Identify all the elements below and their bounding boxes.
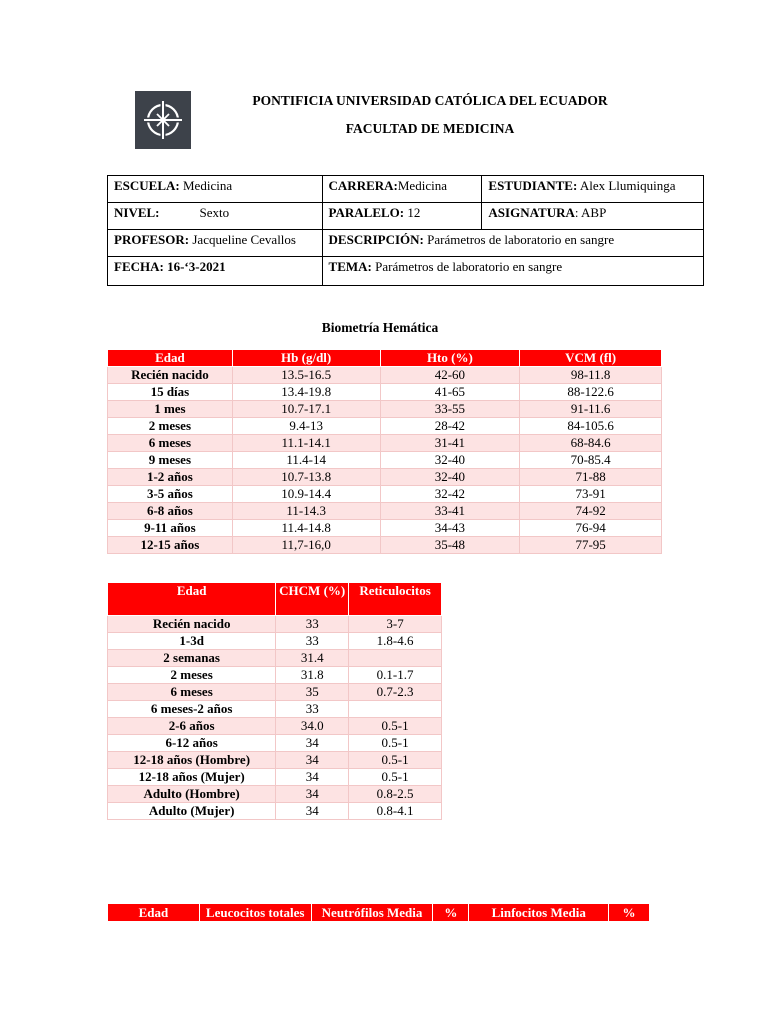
carrera-cell (322, 176, 482, 203)
nivel-cell (108, 203, 323, 230)
carrera-label: CARRERA: (328, 178, 398, 193)
info-row (108, 203, 704, 230)
column-header: % (433, 904, 469, 922)
asignatura-label: ASIGNATURA (488, 205, 575, 220)
column-header: CHCM (%) (276, 583, 349, 616)
value-cell: 32-40 (380, 452, 520, 469)
asignatura-value: : ABP (574, 205, 607, 220)
age-cell: 1 mes (108, 401, 233, 418)
value-cell: 11,7-16,0 (232, 537, 380, 554)
age-cell: 6 meses (108, 684, 276, 701)
value-cell: 31.4 (276, 650, 349, 667)
value-cell: 13.5-16.5 (232, 367, 380, 384)
value-cell: 0.5-1 (349, 769, 442, 786)
carrera-value: Medicina (397, 178, 447, 193)
age-cell: Recién nacido (108, 616, 276, 633)
profesor-label: PROFESOR: (114, 232, 190, 247)
university-crest-icon (135, 91, 191, 149)
estudiante-value: Alex Llumiquinga (577, 178, 676, 193)
value-cell: 84-105.6 (520, 418, 662, 435)
table-row (108, 401, 662, 418)
value-cell: 34 (276, 752, 349, 769)
value-cell: 33 (276, 701, 349, 718)
table-row (108, 701, 442, 718)
age-cell: 2 semanas (108, 650, 276, 667)
age-cell: 12-18 años (Mujer) (108, 769, 276, 786)
value-cell: 31.8 (276, 667, 349, 684)
table-row (108, 520, 662, 537)
table-row (108, 367, 662, 384)
table-row (108, 803, 442, 820)
value-cell: 11.1-14.1 (232, 435, 380, 452)
profesor-value: Jacqueline Cevallos (189, 232, 296, 247)
value-cell: 28-42 (380, 418, 520, 435)
university-title: PONTIFICIA UNIVERSIDAD CATÓLICA DEL ECUADOR (252, 93, 608, 108)
value-cell: 70-85.4 (520, 452, 662, 469)
column-header: Hb (g/dl) (232, 350, 380, 367)
table-row (108, 650, 442, 667)
value-cell: 74-92 (520, 503, 662, 520)
value-cell: 10.7-13.8 (232, 469, 380, 486)
column-header: Linfocitos Media (469, 904, 609, 922)
age-cell: 3-5 años (108, 486, 233, 503)
column-header: Neutrófilos Media (311, 904, 433, 922)
university-logo (135, 91, 191, 149)
table-header-row (108, 583, 442, 616)
value-cell: 32-40 (380, 469, 520, 486)
value-cell: 34.0 (276, 718, 349, 735)
column-header: Leucocitos totales (199, 904, 311, 922)
tema-label: TEMA: (328, 259, 372, 274)
age-cell: 2 meses (108, 418, 233, 435)
table-header-row (108, 904, 650, 922)
table-row (108, 667, 442, 684)
table-row (108, 418, 662, 435)
value-cell: 35 (276, 684, 349, 701)
age-cell: 9 meses (108, 452, 233, 469)
table-row (108, 752, 442, 769)
value-cell: 34-43 (380, 520, 520, 537)
value-cell: 98-11.8 (520, 367, 662, 384)
tema-cell (322, 257, 703, 286)
column-header: VCM (fl) (520, 350, 662, 367)
age-cell: Recién nacido (108, 367, 233, 384)
value-cell: 91-11.6 (520, 401, 662, 418)
value-cell: 9.4-13 (232, 418, 380, 435)
value-cell: 11-14.3 (232, 503, 380, 520)
paralelo-value: 12 (404, 205, 421, 220)
escuela-cell (108, 176, 323, 203)
value-cell: 68-84.6 (520, 435, 662, 452)
table-row (108, 435, 662, 452)
value-cell: 34 (276, 786, 349, 803)
estudiante-label: ESTUDIANTE: (488, 178, 578, 193)
value-cell: 71-88 (520, 469, 662, 486)
table-row (108, 486, 662, 503)
table-row (108, 786, 442, 803)
value-cell: 0.7-2.3 (349, 684, 442, 701)
column-header: Edad (108, 583, 276, 616)
column-header: Edad (108, 350, 233, 367)
table-row (108, 769, 442, 786)
nivel-label: NIVEL: (114, 205, 160, 220)
table-row (108, 633, 442, 650)
nivel-value: Sexto (199, 205, 230, 220)
age-cell: 6-12 años (108, 735, 276, 752)
table-row (108, 469, 662, 486)
age-cell: 6-8 años (108, 503, 233, 520)
column-header: Edad (108, 904, 200, 922)
table-row (108, 616, 442, 633)
chcm-reticulocitos-table (107, 582, 442, 820)
age-cell: 6 meses-2 años (108, 701, 276, 718)
value-cell: 13.4-19.8 (232, 384, 380, 401)
leucocitos-table (107, 903, 650, 922)
biometria-caption: Biometría Hemática (321, 320, 439, 335)
value-cell: 0.8-4.1 (349, 803, 442, 820)
escuela-label: ESCUELA: (114, 178, 180, 193)
age-cell: 12-18 años (Hombre) (108, 752, 276, 769)
fecha-cell (108, 257, 323, 286)
value-cell: 3-7 (349, 616, 442, 633)
value-cell: 88-122.6 (520, 384, 662, 401)
paralelo-label: PARALELO: (328, 205, 405, 220)
age-cell: 6 meses (108, 435, 233, 452)
value-cell (349, 701, 442, 718)
escuela-value: Medicina (179, 178, 233, 193)
value-cell: 33-41 (380, 503, 520, 520)
student-info-table (107, 175, 704, 286)
value-cell: 32-42 (380, 486, 520, 503)
value-cell: 0.8-2.5 (349, 786, 442, 803)
descripcion-cell (322, 230, 703, 257)
info-row (108, 230, 704, 257)
value-cell: 34 (276, 735, 349, 752)
faculty-title: FACULTAD DE MEDICINA (345, 121, 515, 136)
column-header: Reticulocitos (349, 583, 442, 616)
age-cell: Adulto (Mujer) (108, 803, 276, 820)
value-cell: 10.7-17.1 (232, 401, 380, 418)
age-cell: 12-15 años (108, 537, 233, 554)
value-cell: 41-65 (380, 384, 520, 401)
value-cell: 42-60 (380, 367, 520, 384)
value-cell: 0.5-1 (349, 718, 442, 735)
value-cell: 0.5-1 (349, 752, 442, 769)
paralelo-cell (322, 203, 482, 230)
value-cell: 33-55 (380, 401, 520, 418)
fecha-label: FECHA: 16-‘3-2021 (114, 259, 226, 274)
value-cell: 33 (276, 616, 349, 633)
age-cell: 2 meses (108, 667, 276, 684)
age-cell: Adulto (Hombre) (108, 786, 276, 803)
value-cell: 10.9-14.4 (232, 486, 380, 503)
asignatura-cell (482, 203, 704, 230)
age-cell: 9-11 años (108, 520, 233, 537)
column-header: % (609, 904, 650, 922)
value-cell (349, 650, 442, 667)
table-row (108, 452, 662, 469)
age-cell: 15 días (108, 384, 233, 401)
value-cell: 35-48 (380, 537, 520, 554)
column-header: Hto (%) (380, 350, 520, 367)
value-cell: 11.4-14.8 (232, 520, 380, 537)
value-cell: 0.1-1.7 (349, 667, 442, 684)
value-cell: 73-91 (520, 486, 662, 503)
info-row (108, 176, 704, 203)
tema-value: Parámetros de laboratorio en sangre (371, 259, 563, 274)
value-cell: 1.8-4.6 (349, 633, 442, 650)
value-cell: 31-41 (380, 435, 520, 452)
biometria-table (107, 349, 662, 554)
descripcion-value: Parámetros de laboratorio en sangre (423, 232, 615, 247)
value-cell: 34 (276, 769, 349, 786)
table-row (108, 384, 662, 401)
age-cell: 1-3d (108, 633, 276, 650)
age-cell: 2-6 años (108, 718, 276, 735)
table-row (108, 718, 442, 735)
value-cell: 76-94 (520, 520, 662, 537)
info-row (108, 257, 704, 286)
table-row (108, 735, 442, 752)
value-cell: 11.4-14 (232, 452, 380, 469)
table-row (108, 537, 662, 554)
profesor-cell (108, 230, 323, 257)
table-header-row (108, 350, 662, 367)
value-cell: 34 (276, 803, 349, 820)
value-cell: 0.5-1 (349, 735, 442, 752)
value-cell: 77-95 (520, 537, 662, 554)
descripcion-label: DESCRIPCIÓN: (328, 232, 424, 247)
value-cell: 33 (276, 633, 349, 650)
age-cell: 1-2 años (108, 469, 233, 486)
table-row (108, 503, 662, 520)
table-row (108, 684, 442, 701)
estudiante-cell (482, 176, 704, 203)
